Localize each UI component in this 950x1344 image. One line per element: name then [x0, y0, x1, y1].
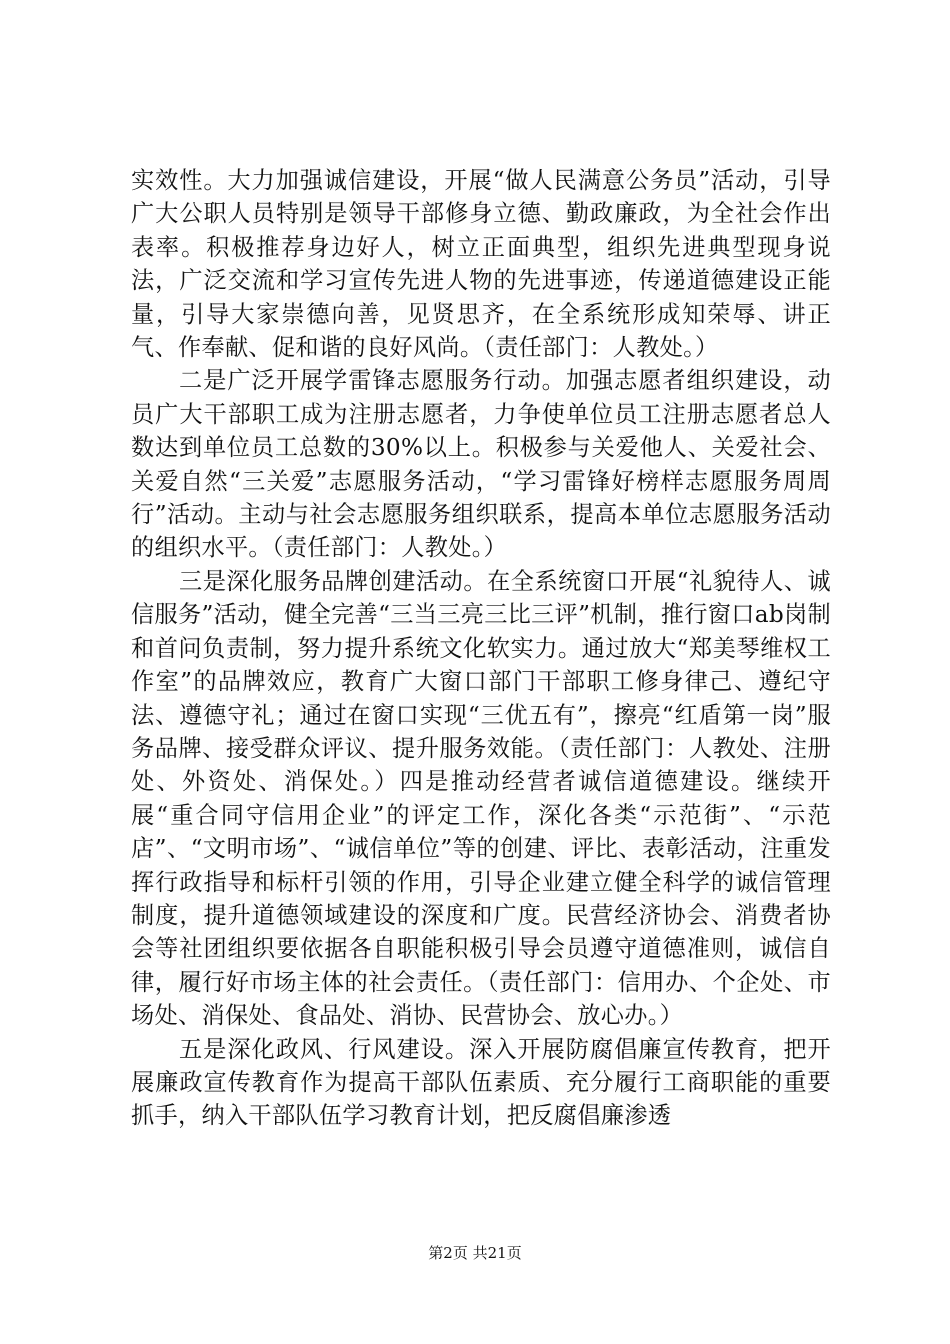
page-footer: 第2页 共21页 [428, 1244, 522, 1262]
paragraph-3: 三是深化服务品牌创建活动。在全系统窗口开展“礼貌待人、诚信服务”活动，健全完善“三当三亮三比三评”机制，推行窗口ab岗制和首问负责制，努力提升系统文化软实力。通过放大“郑美琴维权工作室”的品牌效应，教育广大窗口部门干部职工修身律己、遵纪守法、遵德守礼；通过在窗口实现“三优五有”，擦亮“红盾第一岗”服务品牌、接受群众评议、提升服务效能。（责任部门：人教处、注册处、外资处、消保处。）四是推动经营者诚信道德建设。继续开展“重合同守信用企业”的评定工作，深化各类“示范街”、“示范店”、“文明市场”、“诚信单位”等的创建、评比、表彰活动，注重发挥行政指导和标杆引领的作用，引导企业建立健全科学的诚信管理制度，提升道德领域建设的深度和广度。民营经济协会、消费者协会等社团组织要依据各自职能积极引导会员遵守道德准则，诚信自律，履行好市场主体的社会责任。（责任部门：信用办、个企处、市场处、消保处、食品处、消协、民营协会、放心办。） [131, 567, 831, 1030]
document-body [131, 164, 831, 1133]
paragraph-1: 实效性。大力加强诚信建设，开展“做人民满意公务员”活动，引导广大公职人员特别是领导干部修身立德、勤政廉政，为全社会作出表率。积极推荐身边好人，树立正面典型，组织先进典型现身说法，广泛交流和学习宣传先进人物的先进事迹，传递道德建设正能量，引导大家崇德向善，见贤思齐，在全系统形成知荣辱、讲正气、作奉献、促和谐的良好风尚。（责任部门：人教处。） [131, 167, 831, 362]
paragraph-2: 二是广泛开展学雷锋志愿服务行动。加强志愿者组织建设，动员广大干部职工成为注册志愿者，力争使单位员工注册志愿者总人数达到单位员工总数的30%以上。积极参与关爱他人、关爱社会、关爱自然“三关爱”志愿服务活动，“学习雷锋好榜样志愿服务周周行”活动。主动与社会志愿服务组织联系，提高本单位志愿服务活动的组织水平。（责任部门：人教处。） [131, 367, 831, 562]
paragraph-4: 五是深化政风、行风建设。深入开展防腐倡廉宣传教育，把开展廉政宣传教育作为提高干部队伍素质、充分履行工商职能的重要抓手，纳入干部队伍学习教育计划，把反腐倡廉渗透 [131, 1035, 831, 1130]
